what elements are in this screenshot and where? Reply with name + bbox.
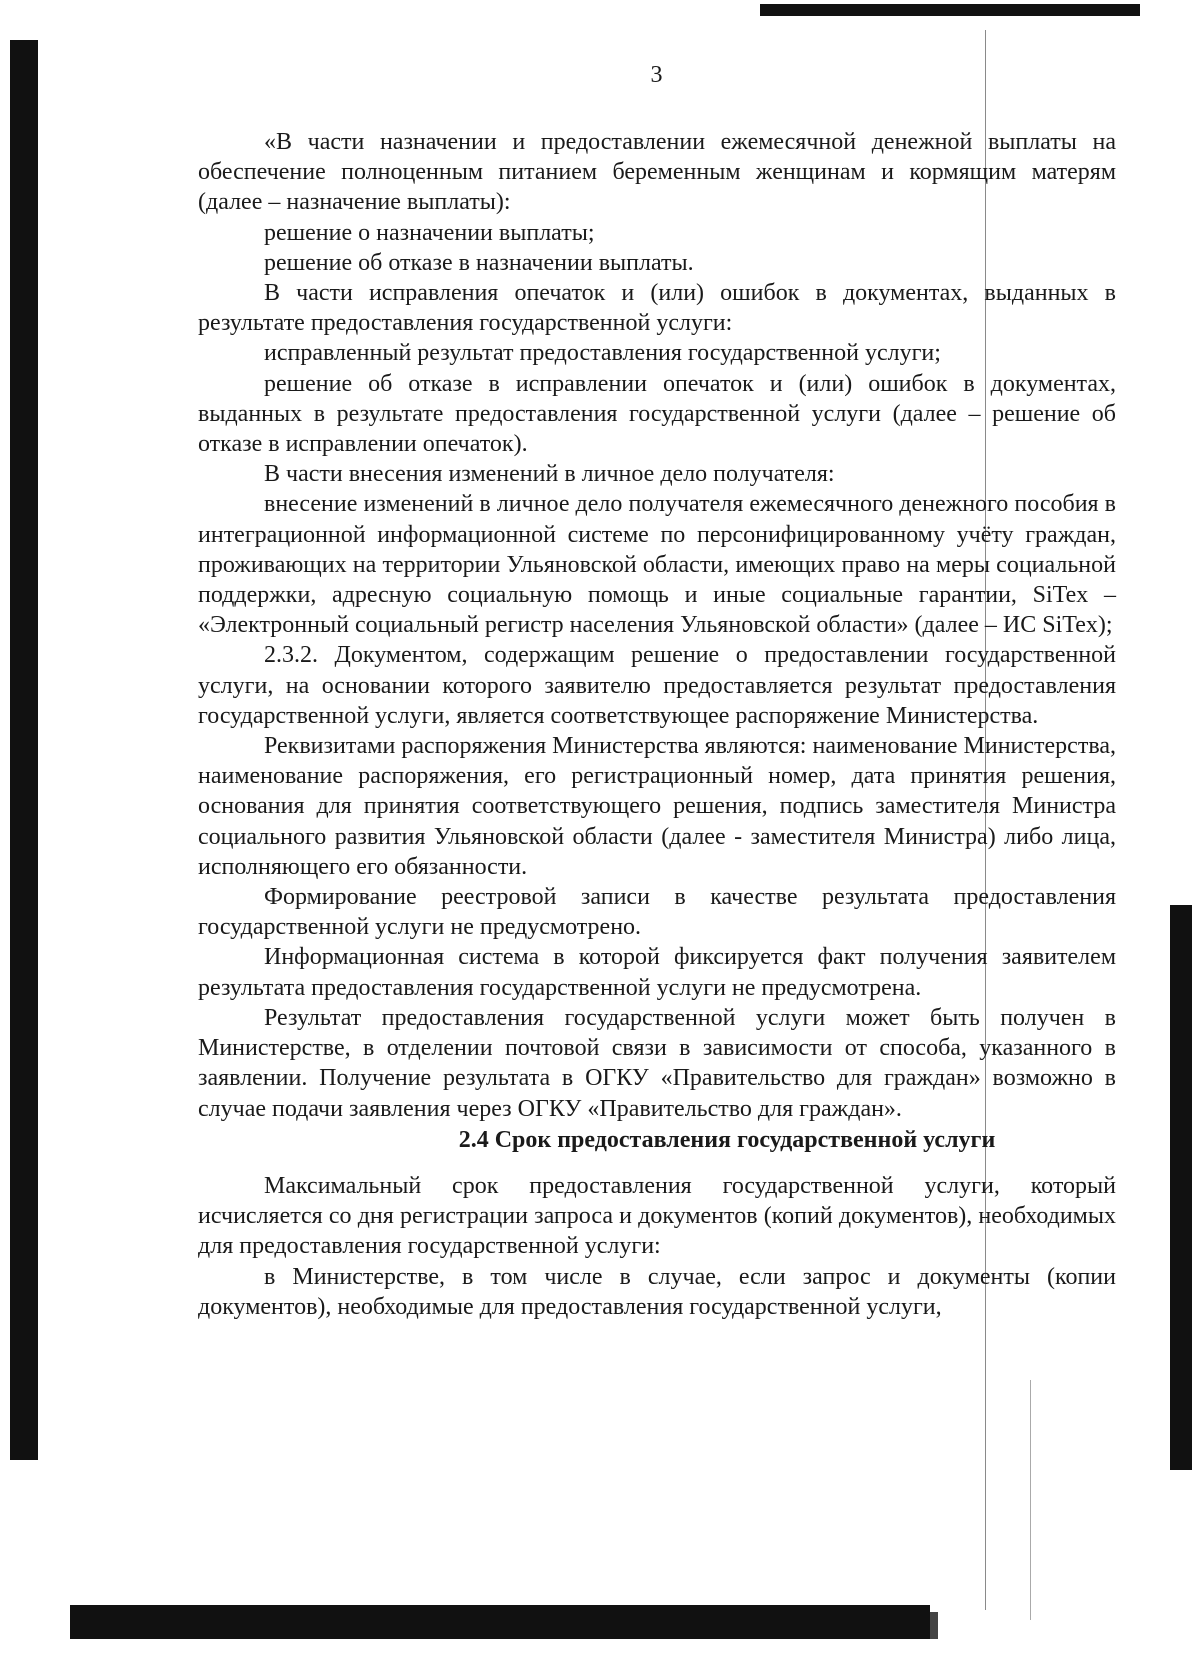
paragraph: Результат предоставления государственной услуги может быть получен в Министерстве, в отделении почтовой связи в зависимости от способа, указанного в заявлении. Получение результата в ОГКУ «Правительство для граждан» возможно в случае подачи заявления через ОГКУ «Правительство для граждан». (198, 1004, 1116, 1122)
document-body (198, 127, 1116, 1322)
paragraph: В части исправления опечаток и (или) ошибок в документах, выданных в результате предоставления государственной услуги: (198, 280, 1116, 337)
paragraph: В части внесения изменений в личное дело получателя: (264, 461, 835, 488)
page-number: 3 (650, 62, 663, 88)
paragraph: решение о назначении выплаты; (264, 219, 595, 246)
scan-border-bottom (70, 1605, 930, 1639)
scan-border-top (760, 4, 1140, 16)
paragraph: в Министерстве, в том числе в случае, если запрос и документы (копии документов), необходимые для предоставления государственной услуги, (198, 1263, 1116, 1320)
paragraph: исправленный результат предоставления государственной услуги; (264, 340, 941, 367)
scan-border-left (10, 40, 38, 1460)
paragraph: 2.3.2. Документом, содержащим решение о предоставлении государственной услуги, на основании которого заявителю предоставляется результат предоставления государственной услуги, является соответствующее распоряжение Министерства. (198, 642, 1116, 729)
scan-fold-line-secondary (1030, 1380, 1031, 1620)
section-heading: 2.4 Срок предоставления государственной услуги (458, 1126, 996, 1153)
paragraph: «В части назначении и предоставлении ежемесячной денежной выплаты на обеспечение полноценным питанием беременным женщинам и кормящим матерям (далее – назначение выплаты): (198, 129, 1116, 216)
paragraph: Максимальный срок предоставления государственной услуги, который исчисляется со дня регистрации запроса и документов (копий документов), необходимых для предоставления государственной услуги: (198, 1172, 1116, 1260)
scan-border-right (1170, 905, 1192, 1470)
paragraph: решение об отказе в исправлении опечаток и (или) ошибок в документах, выданных в результате предоставления государственной услуги (далее – решение об отказе в исправлении опечаток). (198, 370, 1116, 458)
paragraph: Реквизитами распоряжения Министерства являются: наименование Министерства, наименование распоряжения, его регистрационный номер, дата принятия решения, основания для принятия соответствующего решения, подпись заместителя Министра социального развития Ульяновской области (далее - заместителя Министра) либо лица, исполняющего его обязанности. (198, 733, 1116, 880)
paragraph: Формирование реестровой записи в качестве результата предоставления государственной услуги не предусмотрено. (198, 884, 1116, 941)
paragraph: Информационная система в которой фиксируется факт получения заявителем результата предоставления государственной услуги не предусмотрена. (198, 944, 1116, 1001)
paragraph: внесение изменений в личное дело получателя ежемесячного денежного пособия в интеграционной информационной системе по персонифицированному учёту граждан, проживающих на территории Ульяновской области, имеющих право на меры социальной поддержки, адресную социальную помощь и иные социальные гарантии, SiTex – «Электронный социальный регистр населения Ульяновской области» (далее – ИС SiTex); (198, 491, 1116, 639)
paragraph: решение об отказе в назначении выплаты. (264, 249, 694, 276)
scan-border-bottom-tick (930, 1612, 938, 1639)
